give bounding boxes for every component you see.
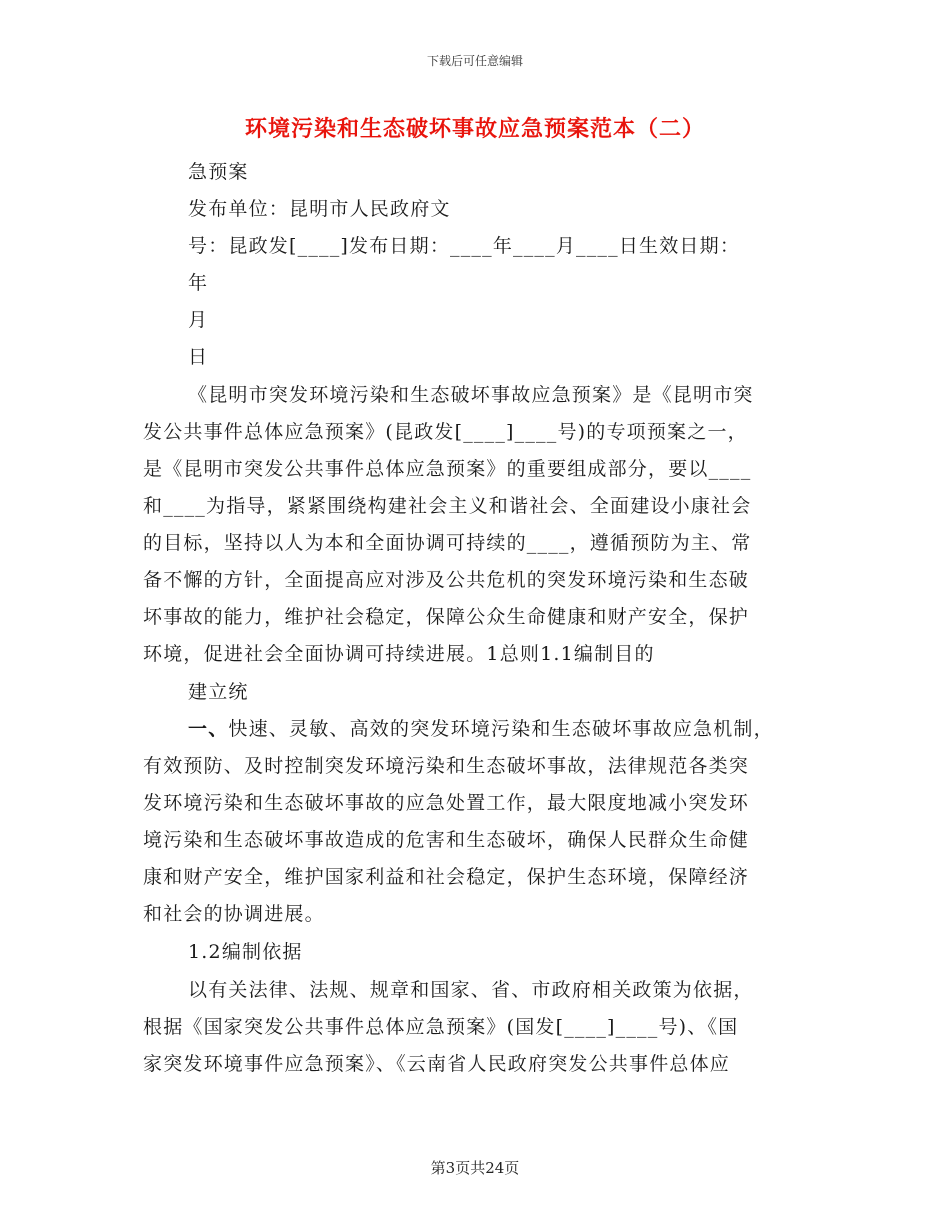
list-marker: 一、 xyxy=(188,718,229,740)
paragraph-line: 有效预防、及时控制突发环境污染和生态破坏事故，法律规范各类突 xyxy=(143,755,750,777)
paragraph-line: 和____为指导，紧紧围绕构建社会主义和谐社会、全面建设小康社会 xyxy=(143,495,752,517)
paragraph-line xyxy=(188,714,774,741)
paragraph-text: 快速、灵敏、高效的突发环境污染和生态破坏事故应急机制， xyxy=(228,718,774,740)
paragraph-line: 坏事故的能力，维护社会稳定，保障公众生命健康和财产安全，保护 xyxy=(143,606,750,628)
paragraph-line: 发公共事件总体应急预案》(昆政发[____]____号)的专项预案之一， xyxy=(143,421,748,443)
paragraph-line: 家突发环境事件应急预案》、《云南省人民政府突发公共事件总体应 xyxy=(143,1053,731,1075)
paragraph-line: 《昆明市突发环境污染和生态破坏事故应急预案》是《昆明市突 xyxy=(188,384,754,406)
intro-line: 急预案 xyxy=(188,161,249,183)
paragraph-line: 康和财产安全，维护国家利益和社会稳定，保护生态环境，保障经济 xyxy=(143,866,750,888)
intro-line: 年 xyxy=(188,272,209,294)
paragraph-line: 建立统 xyxy=(188,681,249,703)
intro-line: 发布单位：昆明市人民政府文 xyxy=(188,198,451,220)
paragraph-line: 境污染和生态破坏事故造成的危害和生态破坏，确保人民群众生命健 xyxy=(143,829,750,851)
document-title: 环境污染和生态破坏事故应急预案范本（二） xyxy=(244,116,705,142)
intro-line: 日 xyxy=(188,346,209,368)
paragraph-line: 备不懈的方针，全面提高应对涉及公共危机的突发环境污染和生态破 xyxy=(143,569,750,591)
intro-line: 月 xyxy=(188,309,209,331)
paragraph-line: 和社会的协调进展。 xyxy=(143,903,325,925)
section-heading: 1.2编制依据 xyxy=(188,941,303,963)
intro-line: 号：昆政发[____]发布日期：____年____月____日生效日期： xyxy=(188,235,741,257)
header-note: 下载后可任意编辑 xyxy=(426,54,523,68)
paragraph-line: 是《昆明市突发公共事件总体应急预案》的重要组成部分，要以____ xyxy=(143,458,752,480)
paragraph-line: 以有关法律、法规、规章和国家、省、市政府相关政策为依据， xyxy=(188,979,754,1001)
paragraph-line: 发环境污染和生态破坏事故的应急处置工作，最大限度地减小突发环 xyxy=(143,792,750,814)
page-number: 第3页共24页 xyxy=(430,1159,520,1177)
paragraph-line: 的目标，坚持以人为本和全面协调可持续的____，遵循预防为主、常 xyxy=(143,532,752,554)
paragraph-line: 环境，促进社会全面协调可持续进展。1总则1.1编制目的 xyxy=(143,643,655,665)
paragraph-line: 根据《国家突发公共事件总体应急预案》(国发[____]____号)、《国 xyxy=(143,1016,739,1038)
